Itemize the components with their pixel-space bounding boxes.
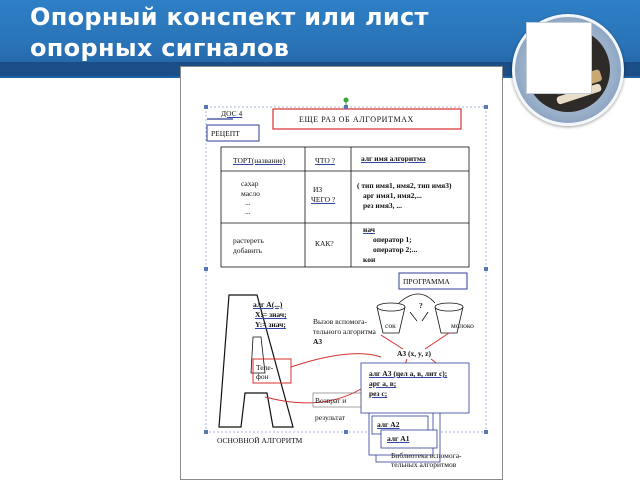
cell-dots2: ... <box>245 207 251 216</box>
cell-begin: нач <box>363 225 376 234</box>
main-alg-line1: алг А(...) <box>253 300 283 309</box>
juice-label: сок <box>385 321 396 330</box>
cell-alg-name: алг имя алгоритма <box>361 154 426 163</box>
a1-label: алг А1 <box>387 434 410 443</box>
a3-call: А3 (x, y, z) <box>397 349 431 358</box>
cell-op2: оператор 2;... <box>373 245 418 254</box>
cell-sugar: сахар <box>241 179 259 188</box>
main-alg-caption: ОСНОВНОЙ АЛГОРИТМ <box>217 436 303 445</box>
cell-op1: оператор 1; <box>373 235 412 244</box>
return-b: результат <box>315 413 346 422</box>
cell-butter: масло <box>241 189 260 198</box>
return-a: Возврат и <box>315 396 347 405</box>
question-mark: ? <box>419 301 423 310</box>
library-a: Библиотека вспомога- <box>391 451 462 460</box>
program-box: ПРОГРАММА <box>403 277 450 286</box>
phone-label-b: фон <box>256 372 269 381</box>
cell-args: арг имя1, имя2,... <box>363 191 422 200</box>
main-alg-line3: Y:= знач; <box>255 320 286 329</box>
call-note-b: тельного алгоритма <box>313 327 376 336</box>
selection-handle-tl[interactable] <box>204 105 208 109</box>
phone-label-a: Теле- <box>256 363 274 372</box>
cell-cake: ТОРТ(название) <box>233 156 286 165</box>
selection-handle-bl[interactable] <box>204 430 208 434</box>
aux-line1: алг А3 (цел a, в, лит с); <box>369 369 448 378</box>
doc-label: ДОС 4 <box>221 109 243 118</box>
call-note-a: Вызов вспомога- <box>313 317 367 326</box>
cell-what-of: ЧЕГО ? <box>311 195 336 204</box>
cell-results: рез имя3, ... <box>363 201 403 210</box>
aux-line3: рез с; <box>369 389 388 398</box>
selection-handle-ml[interactable] <box>204 267 208 271</box>
cell-what: ЧТО ? <box>315 156 335 165</box>
main-alg-line2: X:= знач; <box>255 310 287 319</box>
cell-from: ИЗ <box>313 185 323 194</box>
logo-card <box>526 22 592 94</box>
selection-handle-tr[interactable] <box>484 105 488 109</box>
banner-text: ЕЩЕ РАЗ ОБ АЛГОРИТМАХ <box>299 115 414 124</box>
cell-add: добавить <box>233 246 262 255</box>
cell-how: КАК? <box>315 239 334 248</box>
cell-types: ( тип имя1, имя2, тип имя3) <box>357 181 452 190</box>
aux-line2: арг а, в; <box>369 379 397 388</box>
call-note-c: А3 <box>313 337 323 346</box>
recipe-box: РЕЦЕПТ <box>211 129 240 138</box>
selection-handle-tc[interactable] <box>344 105 348 109</box>
cell-grind: растереть <box>233 236 264 245</box>
a2-label: алг А2 <box>377 420 400 429</box>
selection-handle-bc[interactable] <box>344 430 348 434</box>
milk-label: молоко <box>451 321 474 330</box>
slide-document[interactable] <box>180 66 503 480</box>
selection-handle-mr[interactable] <box>484 267 488 271</box>
cell-end: кон <box>363 255 376 264</box>
cell-dots1: ... <box>245 198 251 207</box>
page-title: Опорный конспект или лист опорных сигналов <box>30 3 429 62</box>
selection-handle-br[interactable] <box>484 430 488 434</box>
library-b: тельных алгоритмов <box>391 460 457 469</box>
